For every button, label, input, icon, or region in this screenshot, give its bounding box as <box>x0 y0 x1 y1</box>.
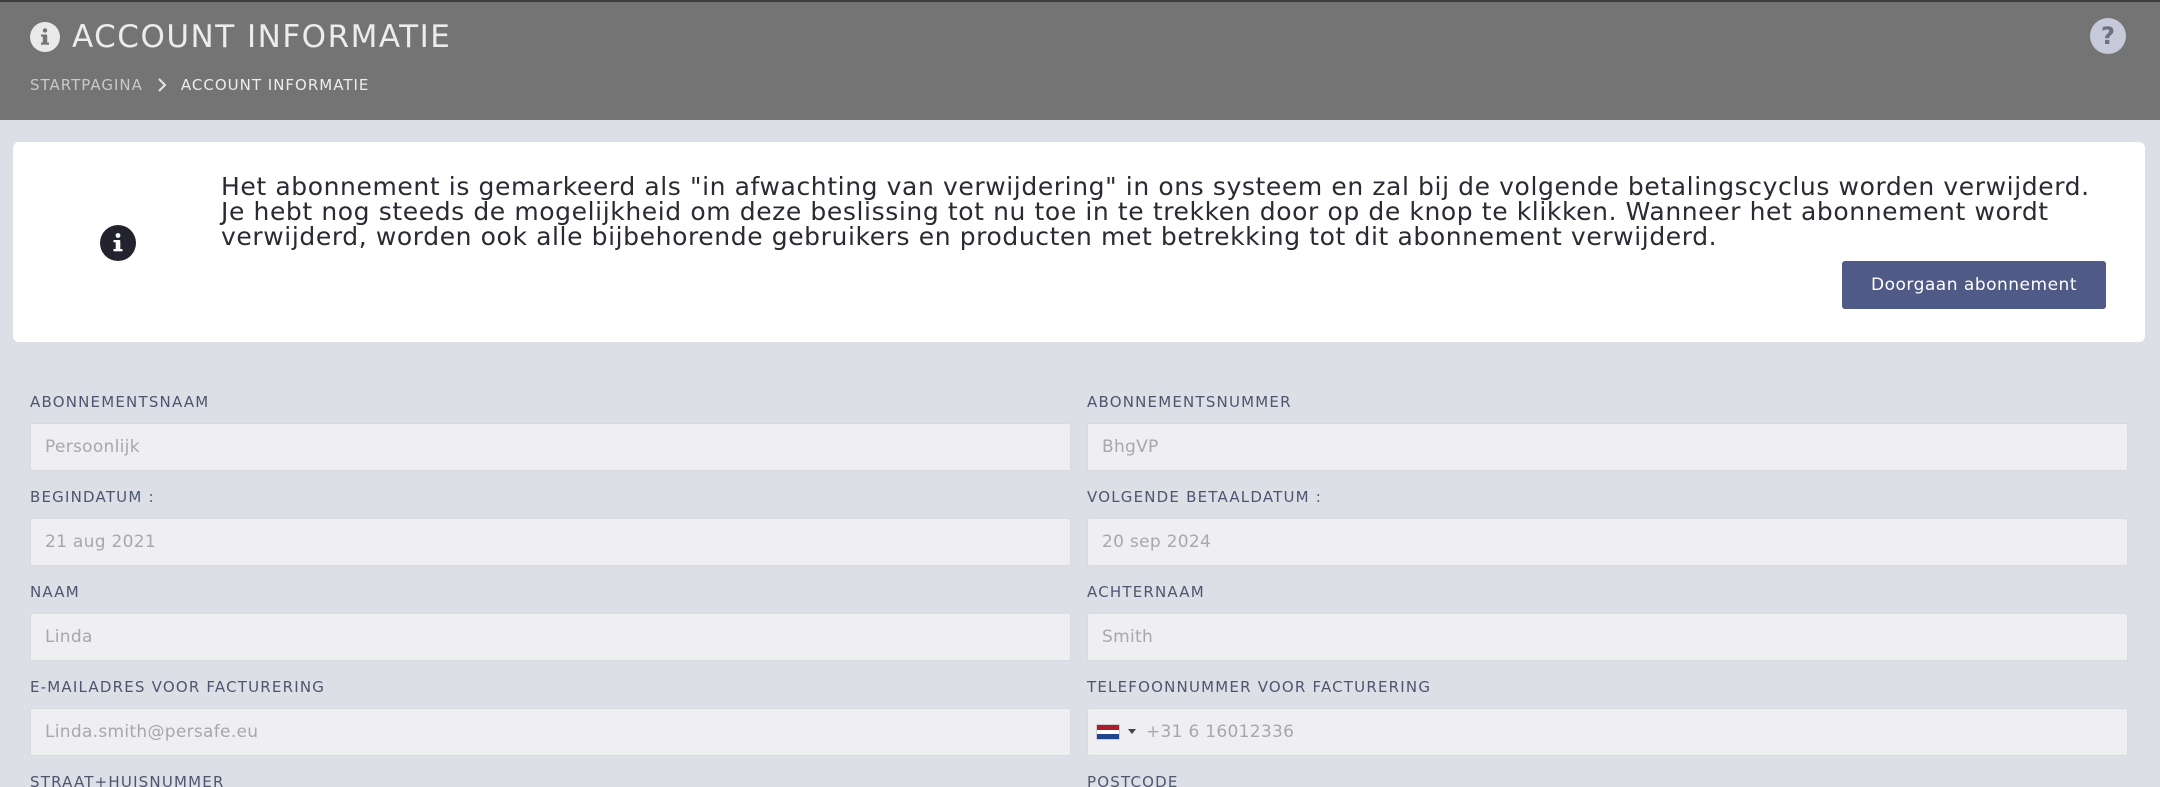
subscription-number-label: ABONNEMENTSNUMMER <box>1087 393 1292 411</box>
billing-phone-field <box>1087 708 2128 756</box>
info-icon <box>100 225 136 261</box>
help-button[interactable] <box>2090 18 2126 54</box>
last-name-label: ACHTERNAAM <box>1087 583 1205 601</box>
page-title: ACCOUNT INFORMATIE <box>72 19 452 55</box>
breadcrumb <box>30 76 369 94</box>
nl-flag-icon <box>1096 724 1120 740</box>
billing-email-label: E-MAILADRES VOOR FACTURERING <box>30 678 326 696</box>
caret-down-icon <box>1128 729 1136 734</box>
subscription-name-label: ABONNEMENTSNAAM <box>30 393 210 411</box>
first-name-input[interactable] <box>30 613 1071 661</box>
continue-subscription-button[interactable]: Doorgaan abonnement <box>1842 261 2106 309</box>
next-payment-date-input[interactable] <box>1087 518 2128 566</box>
postcode-label: POSTCODE <box>1087 773 1179 787</box>
notice-text: Het abonnement is gemarkeerd als "in afwachting van verwijdering" in ons systeem en zal bij de volgende betalingscyclus worden verwijderd. Je hebt nog steeds de mogelijkheid om deze beslissing tot nu toe in te trekken door op de knop te klikken. Wanneer het abonnement wordt verwijderd, worden ook alle bijbehorende gebruikers en producten met betrekking tot dit abonnement verwijderd. <box>221 172 2090 251</box>
start-date-label: BEGINDATUM : <box>30 488 155 506</box>
first-name-label: NAAM <box>30 583 80 601</box>
subscription-notice <box>13 142 2145 342</box>
info-icon <box>30 22 60 52</box>
subscription-number-input[interactable] <box>1087 423 2128 471</box>
breadcrumb-home-link[interactable]: STARTPAGINA <box>30 76 143 94</box>
billing-email-input[interactable] <box>30 708 1071 756</box>
page-header <box>0 0 2160 120</box>
start-date-input[interactable] <box>30 518 1071 566</box>
billing-phone-label: TELEFOONNUMMER VOOR FACTURERING <box>1087 678 1432 696</box>
next-payment-date-label: VOLGENDE BETAALDATUM : <box>1087 488 1323 506</box>
last-name-input[interactable] <box>1087 613 2128 661</box>
street-label: STRAAT+HUISNUMMER <box>30 773 225 787</box>
breadcrumb-current: ACCOUNT INFORMATIE <box>180 76 370 94</box>
subscription-name-input[interactable] <box>30 423 1071 471</box>
billing-phone-input[interactable] <box>1144 709 2104 755</box>
help-icon: ? <box>2101 22 2115 50</box>
country-code-select[interactable] <box>1096 723 1142 743</box>
chevron-right-icon <box>157 78 167 92</box>
